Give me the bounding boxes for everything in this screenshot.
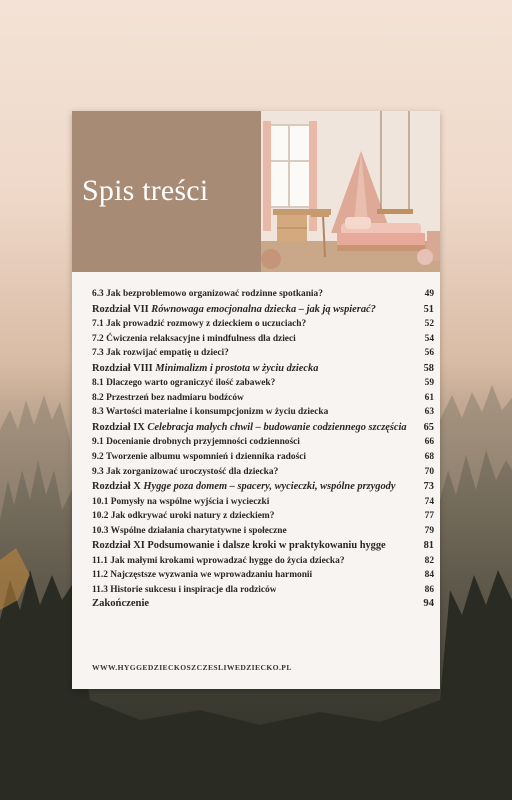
page-title: Spis treści <box>82 174 209 207</box>
toc-entry[interactable]: 8.2 Przestrzeń bez nadmiaru bodźców 61 <box>92 392 434 403</box>
toc-chapter[interactable]: Rozdział IX Celebracja małych chwil – budowanie codziennego szczęścia 65 <box>92 421 434 433</box>
toc-entry[interactable]: 11.2 Najczęstsze wyzwania we wprowadzaniu harmonii 84 <box>92 570 434 581</box>
toc-entry[interactable]: 8.1 Dlaczego warto ograniczyć ilość zabawek? 59 <box>92 378 434 389</box>
table-of-contents <box>92 287 434 612</box>
toc-entry[interactable]: 10.2 Jak odkrywać uroki natury z dzieckiem? 77 <box>92 511 434 522</box>
toc-entry[interactable]: 7.2 Ćwiczenia relaksacyjne i mindfulness dla dzieci 54 <box>92 333 434 344</box>
toc-entry[interactable]: 11.1 Jak małymi krokami wprowadzać hygge do życia dziecka? 82 <box>92 555 434 566</box>
toc-entry[interactable]: 7.3 Jak rozwijać empatię u dzieci? 56 <box>92 348 434 359</box>
toc-entry[interactable]: 7.1 Jak prowadzić rozmowy z dzieckiem o uczuciach? 52 <box>92 318 434 329</box>
toc-entry[interactable]: 10.1 Pomysły na wspólne wyjścia i wycieczki 74 <box>92 496 434 507</box>
toc-entry[interactable]: 6.3 Jak bezproblemowo organizować rodzinne spotkania? 49 <box>92 289 434 299</box>
bedroom-photo <box>261 111 440 272</box>
toc-entry[interactable]: 9.2 Tworzenie albumu wspomnień i dziennika radości 68 <box>92 451 434 462</box>
toc-page <box>72 111 440 689</box>
page-header <box>72 111 440 272</box>
toc-chapter[interactable]: Rozdział X Hygge poza domem – spacery, wycieczki, wspólne przygody 73 <box>92 481 434 493</box>
title-banner <box>72 111 261 272</box>
toc-entry[interactable]: 9.3 Jak zorganizować uroczystość dla dziecka? 70 <box>92 466 434 477</box>
toc-chapter[interactable]: Rozdział VII Równowaga emocjonalna dziecka – jak ją wspierać? 51 <box>92 303 434 315</box>
toc-entry[interactable]: 9.1 Docenianie drobnych przyjemności codzienności 66 <box>92 437 434 448</box>
toc-chapter[interactable]: Rozdział XI Podsumowanie i dalsze kroki w praktykowaniu hygge 81 <box>92 540 434 552</box>
toc-entry[interactable]: 11.3 Historie sukcesu i inspiracje dla rodziców 86 <box>92 584 434 595</box>
toc-chapter[interactable]: Rozdział VIII Minimalizm i prostota w życiu dziecka 58 <box>92 362 434 374</box>
toc-ending[interactable]: Zakończenie 94 <box>92 598 434 610</box>
toc-entry[interactable]: 8.3 Wartości materialne i konsumpcjonizm w życiu dziecka 63 <box>92 407 434 418</box>
website-url[interactable]: WWW.HYGGEDZIECKOSZCZESLIWEDZIECKO.PL <box>92 663 292 672</box>
toc-entry[interactable]: 10.3 Wspólne działania charytatywne i społeczne 79 <box>92 525 434 536</box>
